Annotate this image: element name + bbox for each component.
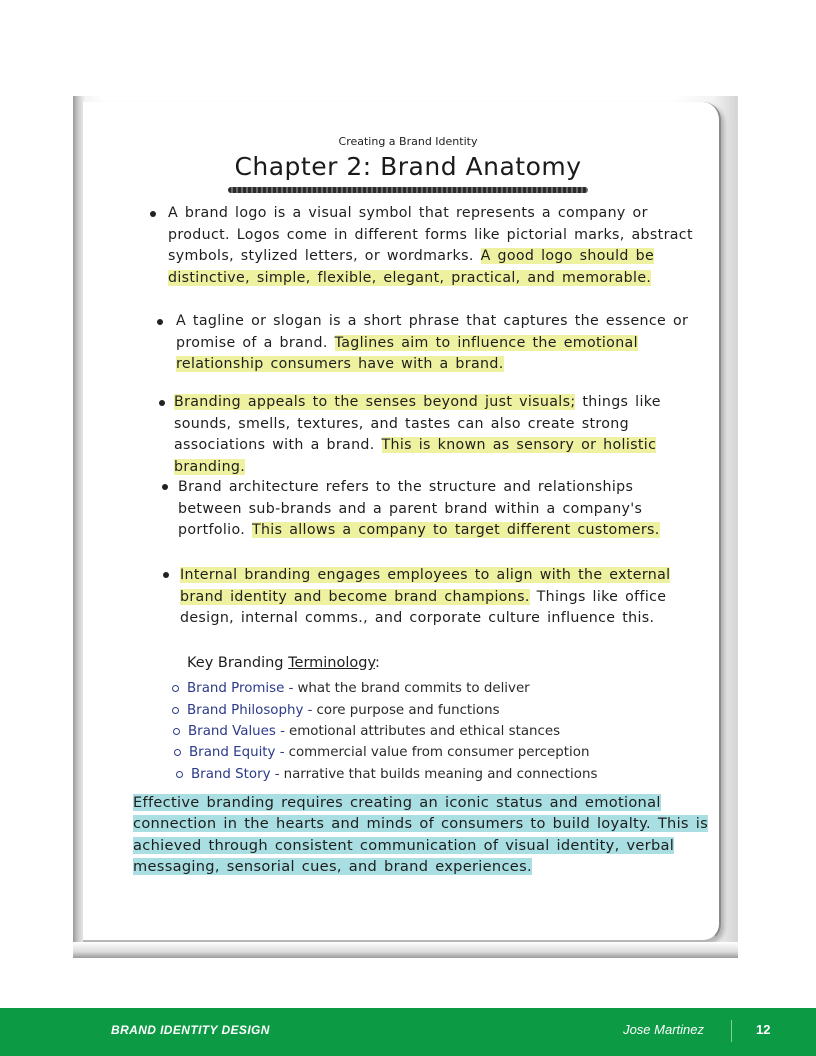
- term-definition: what the brand commits to deliver: [297, 681, 530, 697]
- circle-bullet-icon: [176, 771, 183, 778]
- bullet-dot: [163, 572, 169, 578]
- footer-author: Jose Martinez: [623, 1022, 704, 1037]
- note-bullet-logo: [168, 203, 713, 289]
- circle-bullet-icon: [172, 707, 179, 714]
- note-highlight: Internal branding engages employees to align with the external brand identity and become brand champions.: [180, 567, 671, 605]
- bullet-dot: [150, 211, 156, 217]
- terminology-heading: [187, 655, 380, 671]
- term-name: Brand Story -: [191, 766, 280, 782]
- note-text: A brand logo is a visual symbol that represents a company or product. Logos come in different forms like pictorial marks, abstract symbols, stylized letters, or wordmarks.: [168, 205, 693, 264]
- terminology-heading-suffix: :: [375, 655, 380, 671]
- page-number: 12: [756, 1022, 771, 1037]
- circle-bullet-icon: [173, 728, 180, 735]
- term-name: Brand Philosophy -: [187, 702, 313, 718]
- note-bullet-sensory: [174, 392, 704, 478]
- page-footer: [0, 1008, 816, 1056]
- page-title: Chapter 2: Brand Anatomy: [234, 152, 582, 181]
- term-definition: narrative that builds meaning and connections: [283, 766, 598, 782]
- page-bottom-edge: [73, 942, 738, 958]
- bullet-dot: [162, 484, 168, 490]
- list-item: [172, 678, 732, 699]
- term-name: Brand Promise -: [187, 681, 294, 697]
- page-subtitle: Creating a Brand Identity: [338, 135, 478, 148]
- note-bullet-tagline: [176, 311, 711, 376]
- closing-highlight: Effective branding requires creating an iconic status and emotional connection in the hearts and minds of consumers to build loyalty. This is achieved through consistent communication of visual identity, verbal messaging, sensorial cues, and brand experiences.: [133, 794, 709, 876]
- note-highlight: Taglines aim to influence the emotional relationship consumers have with a brand.: [176, 334, 638, 372]
- term-definition: commercial value from consumer perception: [288, 745, 590, 761]
- circle-bullet-icon: [172, 685, 179, 692]
- note-bullet-architecture: [178, 477, 703, 542]
- terminology-heading-underlined: Terminology: [288, 655, 375, 671]
- bullet-dot: [157, 319, 163, 325]
- note-highlight: This is known as sensory or holistic branding.: [174, 437, 657, 475]
- term-name: Brand Values -: [188, 723, 285, 739]
- terminology-heading-prefix: Key Branding: [187, 655, 289, 671]
- bullet-dot: [159, 400, 165, 406]
- list-item: [174, 742, 732, 763]
- list-item: [176, 764, 732, 785]
- closing-paragraph: [133, 792, 713, 878]
- note-text: Things like office design, internal comms., and corporate culture influence this.: [180, 588, 667, 626]
- note-highlight: Branding appeals to the senses beyond just visuals;: [174, 394, 576, 410]
- note-text: Brand architecture refers to the structure and relationships between sub-brands and a parent brand within a company's portfolio.: [178, 479, 643, 538]
- note-highlight: A good logo should be distinctive, simple, flexible, elegant, practical, and memorable.: [168, 248, 655, 286]
- note-text: A tagline or slogan is a short phrase that captures the essence or promise of a brand.: [176, 313, 689, 351]
- terminology-list: [172, 678, 732, 785]
- term-definition: core purpose and functions: [316, 702, 500, 718]
- term-definition: emotional attributes and ethical stances: [288, 723, 561, 739]
- note-bullet-internal: [180, 565, 710, 630]
- footer-section-title: BRAND IDENTITY DESIGN: [111, 1023, 270, 1037]
- footer-divider: [731, 1020, 732, 1042]
- list-item: [173, 721, 732, 742]
- term-name: Brand Equity -: [189, 745, 285, 761]
- title-underline: [228, 187, 588, 193]
- circle-bullet-icon: [174, 749, 181, 756]
- note-text: things like sounds, smells, textures, and tastes can also create strong associations with a brand.: [174, 394, 661, 453]
- list-item: [172, 699, 732, 720]
- note-highlight: This allows a company to target different customers.: [251, 522, 660, 538]
